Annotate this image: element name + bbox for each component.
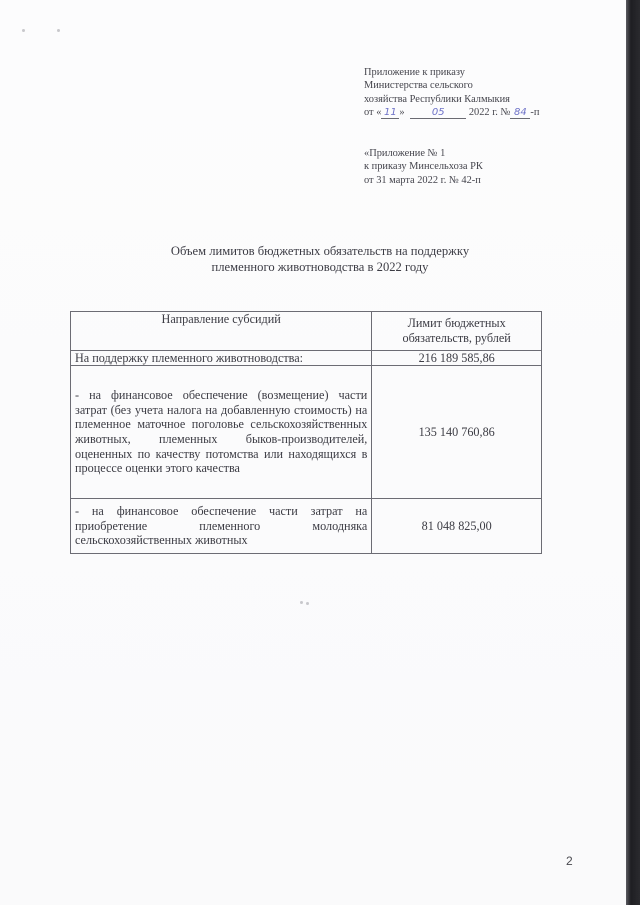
approval-line: Министерства сельского	[364, 80, 473, 92]
scan-speck	[306, 602, 309, 605]
table-row	[71, 366, 542, 499]
scan-speck	[22, 29, 25, 32]
header-direction: Направление субсидий	[71, 312, 372, 351]
approval-block	[364, 66, 604, 120]
scan-speck	[300, 601, 303, 604]
page-number: 2	[566, 854, 573, 868]
budget-limits-table	[70, 311, 542, 554]
cell-limit: 216 189 585,86	[372, 351, 542, 366]
cell-direction: - на финансовое обеспечение части затрат на приобретение племенного молодняка сельскохозяйственных животных	[71, 499, 372, 554]
scanner-edge	[626, 0, 640, 905]
scan-speck	[57, 29, 60, 32]
appendix-line: к приказу Минсельхоза РК	[364, 161, 483, 173]
cell-direction: - на финансовое обеспечение (возмещение) части затрат (без учета налога на добавленную стоимость) на племенное маточное поголовье сельскохозяйственных животных, племенных быков-производителей, оцененных по качеству потомства или находящихся в процессе оценки этого качества	[71, 366, 372, 499]
cell-limit: 135 140 760,86	[372, 366, 542, 499]
handwritten-day: 11	[381, 107, 399, 119]
approval-date-line: от « 11 » 05 2022 г. № 84 -п	[364, 107, 540, 119]
handwritten-month: 05	[410, 107, 466, 119]
cell-direction: На поддержку племенного животноводства:	[71, 351, 372, 366]
cell-limit: 81 048 825,00	[372, 499, 542, 554]
appendix-reference	[364, 147, 604, 187]
header-limit: Лимит бюджетных обязательств, рублей	[372, 312, 542, 351]
table-header-row	[71, 312, 542, 351]
approval-line: хозяйства Республики Калмыкия	[364, 93, 510, 105]
handwritten-order-number: 84	[510, 107, 530, 119]
approval-line: Приложение к приказу	[364, 67, 465, 78]
appendix-line: «Приложение № 1	[364, 148, 446, 159]
table-row	[71, 351, 542, 366]
appendix-line: от 31 марта 2022 г. № 42-п	[364, 174, 481, 186]
document-title: Объем лимитов бюджетных обязательств на поддержку племенного животноводства в 2022 году	[170, 244, 470, 274]
table-row	[71, 499, 542, 554]
